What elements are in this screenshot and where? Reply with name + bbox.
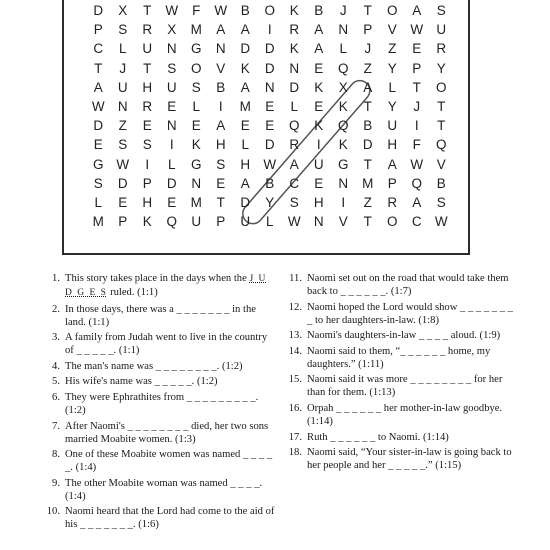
clue-item xyxy=(282,345,520,371)
clue-text: Naomi said, “Your sister-in-law is going back to her people and her _ _ _ _ _.” (1:15) xyxy=(307,447,512,472)
grid-letter[interactable]: Y xyxy=(436,60,446,76)
grid-letter[interactable]: G xyxy=(337,156,349,172)
grid-letter[interactable]: O xyxy=(386,214,398,230)
grid-letter[interactable]: D xyxy=(264,137,275,153)
clue-item xyxy=(282,446,520,472)
clue-item xyxy=(282,431,520,444)
grid-letter[interactable]: T xyxy=(363,3,372,19)
grid-letter[interactable]: A xyxy=(289,156,299,172)
grid-letter[interactable]: N xyxy=(166,118,177,134)
grid-letter[interactable]: A xyxy=(240,79,250,95)
grid-letter[interactable]: M xyxy=(190,194,202,210)
grid-letter[interactable]: K xyxy=(240,60,250,76)
clue-item xyxy=(282,301,520,327)
clue-column-right xyxy=(282,272,520,534)
grid-letter[interactable]: I xyxy=(169,137,174,153)
clue-number: 1. xyxy=(52,273,60,284)
grid-letter[interactable]: H xyxy=(387,137,398,153)
grid-letter[interactable]: E xyxy=(142,118,152,134)
grid-letter[interactable]: D xyxy=(264,60,275,76)
grid-letter[interactable]: Q xyxy=(435,137,447,153)
grid-letter[interactable]: U xyxy=(166,79,177,95)
grid-letter[interactable]: L xyxy=(339,41,347,57)
grid-letter[interactable]: A xyxy=(216,118,226,134)
grid-letter[interactable]: V xyxy=(216,60,226,76)
grid-letter[interactable]: P xyxy=(93,22,103,38)
grid-letter[interactable]: H xyxy=(215,137,226,153)
grid-letter[interactable]: K xyxy=(314,118,324,134)
grid-letter[interactable]: V xyxy=(387,22,397,38)
grid-letter[interactable]: E xyxy=(314,99,324,115)
clue-item xyxy=(40,505,276,531)
grid-letter[interactable]: T xyxy=(143,60,152,76)
clue-number: 5. xyxy=(52,376,60,388)
grid-letter[interactable]: E xyxy=(314,175,324,191)
grid-letter[interactable]: N xyxy=(264,79,275,95)
grid-letter[interactable]: S xyxy=(167,60,177,76)
grid-letter[interactable]: E xyxy=(265,99,275,115)
grid-letter[interactable]: L xyxy=(388,79,396,95)
grid-letter[interactable]: J xyxy=(339,3,347,19)
grid-letter[interactable]: K xyxy=(314,79,324,95)
grid-letter[interactable]: B xyxy=(265,175,275,191)
clue-item xyxy=(282,272,520,298)
grid-letter[interactable]: A xyxy=(93,79,103,95)
grid-letter[interactable]: S xyxy=(289,194,299,210)
grid-letter[interactable]: T xyxy=(94,60,103,76)
grid-letter[interactable]: A xyxy=(314,41,324,57)
grid-letter[interactable]: U xyxy=(436,22,447,38)
grid-letter[interactable]: E xyxy=(191,118,201,134)
grid-letter[interactable]: T xyxy=(363,99,372,115)
grid-letter[interactable]: R xyxy=(289,137,300,153)
grid-letter[interactable]: P xyxy=(142,175,152,191)
grid-letter[interactable]: F xyxy=(412,137,421,153)
clue-item xyxy=(40,420,276,446)
clue-text: A family from Judah went to live in the country of _ _ _ _ _. (1:1) xyxy=(65,332,268,357)
word-search-puzzle xyxy=(62,0,470,255)
grid-letter[interactable]: C xyxy=(93,41,104,57)
grid-letter[interactable]: K xyxy=(338,137,348,153)
grid-letter[interactable]: N xyxy=(338,22,349,38)
clue-number: 10. xyxy=(46,506,60,518)
clue-item xyxy=(40,272,276,300)
grid-letter[interactable]: B xyxy=(216,79,226,95)
grid-letter[interactable]: R xyxy=(142,99,153,115)
grid-letter[interactable]: Q xyxy=(166,214,177,230)
grid-letter[interactable]: W xyxy=(287,214,301,230)
clue-number: 3. xyxy=(52,332,60,344)
grid-letter[interactable]: I xyxy=(218,99,223,115)
grid-letter[interactable]: Z xyxy=(118,118,127,134)
grid-letter[interactable]: D xyxy=(289,79,300,95)
grid-letter[interactable]: J xyxy=(413,99,421,115)
clue-item xyxy=(40,375,276,388)
grid-letter[interactable]: K xyxy=(191,137,201,153)
clue-text: One of these Moabite women was named _ _ _ _ _. (1:4) xyxy=(65,449,273,474)
grid-letter[interactable]: M xyxy=(362,175,374,191)
grid-letter[interactable]: I xyxy=(267,22,272,38)
grid-letter[interactable]: L xyxy=(94,194,102,210)
grid-letter[interactable]: A xyxy=(412,3,422,19)
clue-number: 7. xyxy=(52,420,60,432)
grid-letter[interactable]: V xyxy=(436,156,446,172)
grid-letter[interactable]: W xyxy=(165,3,179,19)
grid-letter[interactable]: S xyxy=(118,137,128,153)
grid-letter[interactable]: N xyxy=(215,41,226,57)
grid-letter[interactable]: Q xyxy=(411,175,422,191)
clue-text: Ruth _ _ _ _ _ _ to Naomi. (1:14) xyxy=(307,431,449,443)
clue-item xyxy=(40,448,276,474)
grid-letter[interactable]: N xyxy=(313,214,324,230)
grid-letter[interactable]: J xyxy=(364,41,372,57)
grid-letter[interactable]: B xyxy=(240,3,250,19)
grid-letter[interactable]: S xyxy=(142,137,152,153)
grid-letter[interactable]: D xyxy=(166,175,177,191)
clue-number: 14. xyxy=(288,345,302,357)
grid-letter[interactable]: C xyxy=(411,214,422,230)
grid-letter[interactable]: E xyxy=(240,118,250,134)
clue-item xyxy=(40,360,276,373)
grid-letter[interactable]: E xyxy=(167,194,177,210)
grid-letter[interactable]: K xyxy=(289,3,299,19)
clue-text: Naomi said it was more _ _ _ _ _ _ _ _ for her than for them. (1:13) xyxy=(307,374,503,399)
grid-letter[interactable]: E xyxy=(216,175,226,191)
grid-letter[interactable]: A xyxy=(216,22,226,38)
grid-letter[interactable]: S xyxy=(191,79,201,95)
grid-letter[interactable]: W xyxy=(434,214,448,230)
clue-item xyxy=(282,329,520,342)
grid-letter[interactable]: K xyxy=(142,214,152,230)
grid-letter[interactable]: P xyxy=(118,214,128,230)
grid-letter[interactable]: Q xyxy=(288,118,300,134)
grid-letter[interactable]: G xyxy=(190,41,202,57)
grid-letter[interactable]: M xyxy=(190,22,202,38)
clue-number: 13. xyxy=(288,330,302,342)
grid-letter[interactable]: U xyxy=(191,214,202,230)
grid-letter[interactable]: A xyxy=(412,194,422,210)
grid-letter[interactable]: B xyxy=(314,3,324,19)
clue-item xyxy=(40,331,276,357)
grid-letter[interactable]: W xyxy=(91,99,105,115)
clue-number: 2. xyxy=(52,303,60,315)
grid-letter[interactable]: P xyxy=(216,214,226,230)
grid-letter[interactable]: E xyxy=(265,118,275,134)
grid-letter[interactable]: D xyxy=(240,194,251,210)
grid-letter[interactable]: D xyxy=(117,175,128,191)
grid-letter[interactable]: U xyxy=(240,214,251,230)
grid-letter[interactable]: A xyxy=(240,22,250,38)
grid-letter[interactable]: T xyxy=(437,118,446,134)
grid-letter[interactable]: U xyxy=(387,118,398,134)
clue-item xyxy=(40,477,276,503)
letter-grid xyxy=(86,1,454,231)
grid-letter[interactable]: S xyxy=(118,22,128,38)
clue-number: 17. xyxy=(288,431,302,443)
grid-letter[interactable]: D xyxy=(240,41,251,57)
grid-letter[interactable]: L xyxy=(192,99,200,115)
clue-item xyxy=(282,402,520,428)
grid-letter[interactable]: A xyxy=(363,79,373,95)
grid-letter[interactable]: A xyxy=(240,175,250,191)
grid-letter[interactable]: N xyxy=(166,41,177,57)
clue-number: 6. xyxy=(52,391,60,403)
grid-letter[interactable]: B xyxy=(363,118,373,134)
grid-letter[interactable]: W xyxy=(214,3,228,19)
grid-letter[interactable]: T xyxy=(412,79,421,95)
grid-letter[interactable]: N xyxy=(289,60,300,76)
grid-letter[interactable]: W xyxy=(410,156,424,172)
clue-number: 15. xyxy=(288,374,302,386)
clue-answer: J U D G E S xyxy=(65,274,267,298)
grid-letter[interactable]: A xyxy=(314,22,324,38)
grid-letter[interactable]: N xyxy=(191,175,202,191)
clue-number: 4. xyxy=(52,360,60,372)
grid-letter[interactable]: Y xyxy=(387,60,397,76)
clue-number: 18. xyxy=(288,447,302,459)
clue-text: They were Ephrathites from _ _ _ _ _ _ _ _ _. (1:2) xyxy=(65,391,259,416)
grid-letter[interactable]: T xyxy=(363,214,372,230)
grid-letter[interactable]: H xyxy=(142,194,153,210)
grid-letter[interactable]: I xyxy=(316,137,321,153)
grid-letter[interactable]: S xyxy=(436,194,446,210)
grid-letter[interactable]: Z xyxy=(388,41,397,57)
grid-letter[interactable]: Q xyxy=(337,118,349,134)
clue-item xyxy=(40,303,276,329)
grid-letter[interactable]: O xyxy=(190,60,202,76)
clue-number: 16. xyxy=(288,402,302,414)
grid-letter[interactable]: P xyxy=(387,175,397,191)
grid-letter[interactable]: P xyxy=(363,22,373,38)
grid-letter[interactable]: U xyxy=(142,41,153,57)
grid-letter[interactable]: H xyxy=(313,194,324,210)
grid-letter[interactable]: E xyxy=(314,60,324,76)
grid-letter[interactable]: E xyxy=(93,137,103,153)
clue-number: 12. xyxy=(288,301,302,313)
clue-text: In those days, there was a _ _ _ _ _ _ _ in the land. (1:1) xyxy=(65,303,256,328)
clue-item xyxy=(40,391,276,417)
grid-letter[interactable]: D xyxy=(93,118,104,134)
grid-letter[interactable]: I xyxy=(341,194,346,210)
grid-letter[interactable]: V xyxy=(338,214,348,230)
grid-letter[interactable]: R xyxy=(142,22,153,38)
grid-letter[interactable]: W xyxy=(116,156,130,172)
grid-letter[interactable]: E xyxy=(412,41,422,57)
grid-letter[interactable]: O xyxy=(386,3,398,19)
grid-letter[interactable]: L xyxy=(118,41,127,57)
grid-letter[interactable]: H xyxy=(240,156,251,172)
grid-letter[interactable]: R xyxy=(436,41,447,57)
grid-letter[interactable]: D xyxy=(264,41,275,57)
grid-letter[interactable]: H xyxy=(142,79,153,95)
grid-letter[interactable]: E xyxy=(167,99,177,115)
grid-letter[interactable]: O xyxy=(435,79,447,95)
grid-letter[interactable]: Y xyxy=(387,99,397,115)
grid-letter[interactable]: X xyxy=(167,22,177,38)
grid-letter[interactable]: T xyxy=(143,3,152,19)
grid-letter[interactable]: U xyxy=(117,79,128,95)
clue-text: Naomi said to them, “_ _ _ _ _ _ home, my daughters.” (1:11) xyxy=(307,345,491,370)
grid-letter[interactable]: N xyxy=(117,99,128,115)
grid-letter[interactable]: L xyxy=(265,214,274,230)
grid-letter[interactable]: O xyxy=(264,3,275,19)
grid-letter[interactable]: K xyxy=(289,41,299,57)
grid-letter[interactable]: T xyxy=(216,194,225,210)
grid-letter[interactable]: K xyxy=(338,99,348,115)
grid-letter[interactable]: S xyxy=(436,3,446,19)
clue-column-left xyxy=(40,272,276,534)
grid-letter[interactable]: E xyxy=(118,194,128,210)
clue-text: Naomi's daughters-in-law _ _ _ _ aloud. (1:9) xyxy=(307,330,501,342)
clue-text: The man's name was _ _ _ _ _ _ _ _. (1:2) xyxy=(65,360,243,372)
grid-letter[interactable]: M xyxy=(92,214,104,230)
grid-letter[interactable]: P xyxy=(412,60,422,76)
grid-letter[interactable]: B xyxy=(436,175,446,191)
grid-letter[interactable]: R xyxy=(289,22,300,38)
clue-number: 11. xyxy=(289,273,302,284)
grid-letter[interactable]: M xyxy=(239,99,251,115)
grid-letter[interactable]: G xyxy=(92,156,104,172)
grid-letter[interactable]: A xyxy=(387,156,397,172)
clue-text: This story takes place in the days when the J U D G E S ruled. (1:1) xyxy=(65,273,267,298)
grid-letter[interactable]: J xyxy=(119,60,127,76)
clue-text: Naomi hoped the Lord would show _ _ _ _ _ _ _ _ to her daughters-in-law. (1:8) xyxy=(307,301,513,326)
grid-letter[interactable]: Y xyxy=(265,194,275,210)
grid-letter[interactable]: N xyxy=(338,175,349,191)
grid-letter[interactable]: T xyxy=(437,99,446,115)
grid-letter[interactable]: I xyxy=(414,118,419,134)
grid-letter[interactable]: F xyxy=(192,3,201,19)
clue-text: After Naomi's _ _ _ _ _ _ _ _ died, her two sons married Moabite women. (1:3) xyxy=(65,420,269,445)
clue-number: 9. xyxy=(52,477,60,489)
grid-letter[interactable]: L xyxy=(167,156,176,172)
grid-letter[interactable]: X xyxy=(338,79,348,95)
grid-letter[interactable]: L xyxy=(241,137,249,153)
clue-item xyxy=(282,373,520,399)
grid-letter[interactable]: I xyxy=(145,156,150,172)
clue-text: The other Moabite woman was named _ _ _ _. (1:4) xyxy=(65,477,263,502)
grid-letter[interactable]: S xyxy=(93,175,103,191)
clue-text: Orpah _ _ _ _ _ _ her mother-in-law goodbye. (1:14) xyxy=(307,402,503,427)
grid-letter[interactable]: S xyxy=(216,156,226,172)
grid-letter[interactable]: Z xyxy=(363,60,372,76)
grid-letter[interactable]: W xyxy=(410,22,424,38)
grid-letter[interactable]: D xyxy=(362,137,373,153)
clue-list xyxy=(40,272,540,534)
grid-letter[interactable]: C xyxy=(289,175,300,191)
grid-letter[interactable]: Q xyxy=(337,60,349,76)
grid-letter[interactable]: X xyxy=(118,3,128,19)
clue-text: Naomi set out on the road that would take them back to _ _ _ _ _ _. (1:7) xyxy=(307,273,509,297)
clue-text: His wife's name was _ _ _ _ _. (1:2) xyxy=(65,376,218,388)
grid-letter[interactable]: L xyxy=(290,99,298,115)
grid-letter[interactable]: D xyxy=(93,3,104,19)
grid-letter[interactable]: Z xyxy=(363,194,372,210)
grid-letter[interactable]: G xyxy=(190,156,202,172)
grid-letter[interactable]: U xyxy=(313,156,324,172)
clue-number: 8. xyxy=(52,449,60,461)
grid-letter[interactable]: W xyxy=(263,156,277,172)
grid-letter[interactable]: R xyxy=(387,194,398,210)
grid-letter[interactable]: T xyxy=(363,156,372,172)
clue-text: Naomi heard that the Lord had come to the aid of his _ _ _ _ _ _ _. (1:6) xyxy=(65,506,275,531)
